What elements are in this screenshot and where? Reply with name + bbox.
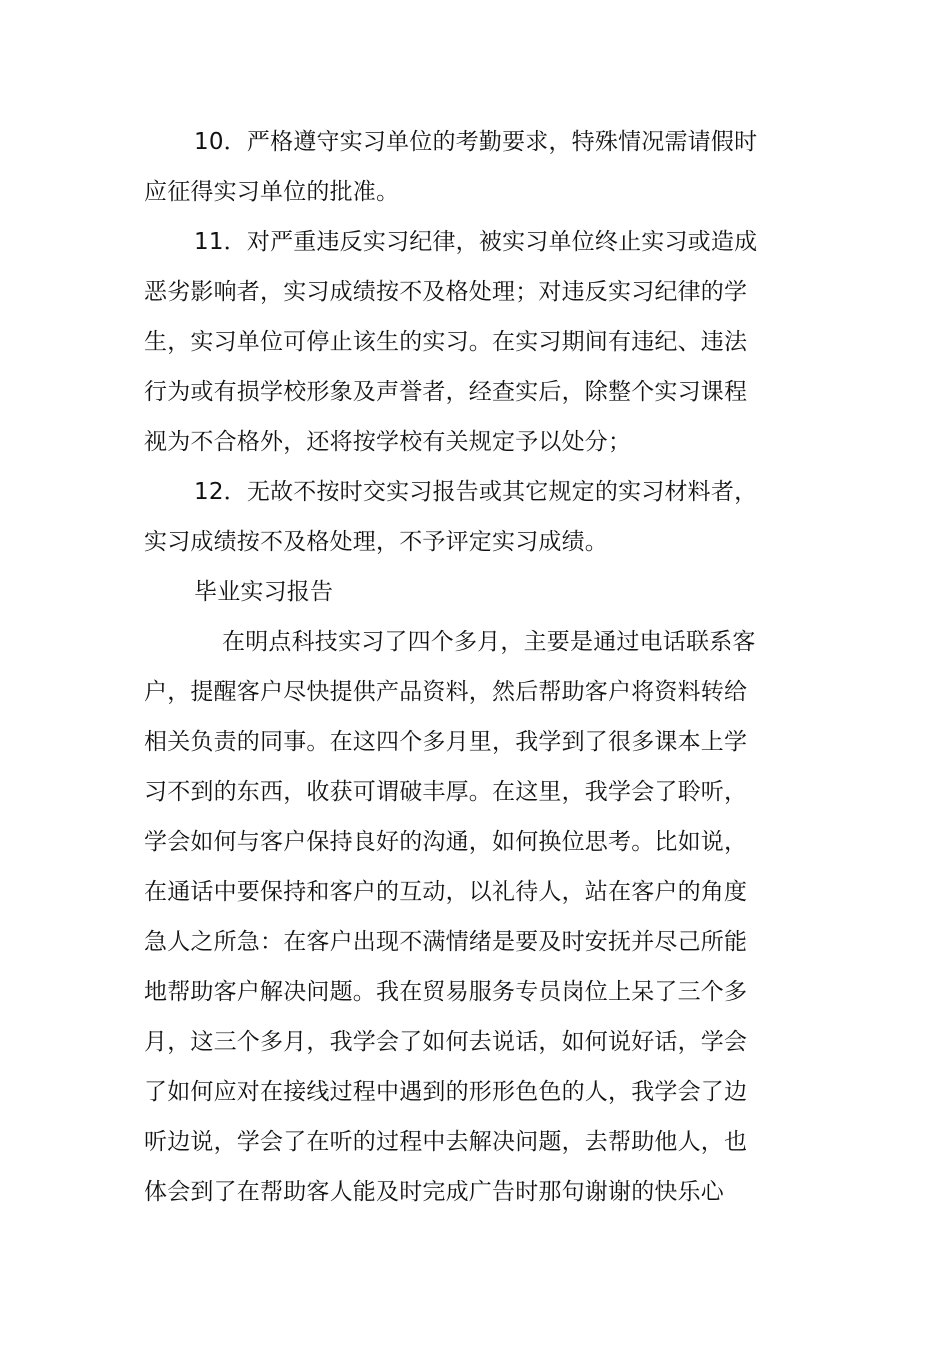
- text-line: 实习成绩按不及格处理，不予评定实习成绩。: [144, 529, 608, 555]
- text-line: 听边说，学会了在听的过程中去解决问题，去帮助他人，也: [144, 1129, 748, 1155]
- text-line: 户，提醒客户尽快提供产品资料，然后帮助客户将资料转给: [144, 679, 748, 705]
- text-line: 体会到了在帮助客人能及时完成广告时那句谢谢的快乐心: [144, 1179, 724, 1205]
- text-line: 在通话中要保持和客户的互动，以礼待人，站在客户的角度: [144, 879, 748, 905]
- text-line: 12．无故不按时交实习报告或其它规定的实习材料者，: [194, 479, 758, 505]
- text-line: 地帮助客户解决问题。我在贸易服务专员岗位上呆了三个多: [144, 979, 748, 1005]
- text-line: 相关负责的同事。在这四个多月里，我学到了很多课本上学: [144, 729, 748, 755]
- text-line: 恶劣影响者，实习成绩按不及格处理；对违反实习纪律的学: [144, 279, 748, 305]
- text-line: 生，实习单位可停止该生的实习。在实习期间有违纪、违法: [144, 329, 748, 355]
- text-line: 习不到的东西，收获可谓破丰厚。在这里，我学会了聆听，: [144, 779, 748, 805]
- text-line: 月，这三个多月，我学会了如何去说话，如何说好话，学会: [144, 1029, 748, 1055]
- section-heading: 毕业实习报告: [194, 579, 334, 605]
- text-line: 在明点科技实习了四个多月，主要是通过电话联系客: [222, 629, 756, 655]
- text-line: 学会如何与客户保持良好的沟通，如何换位思考。比如说，: [144, 829, 748, 855]
- text-line: 急人之所急：在客户出现不满情绪是要及时安抚并尽己所能: [144, 929, 748, 955]
- text-line: 应征得实习单位的批准。: [144, 179, 400, 205]
- text-line: 了如何应对在接线过程中遇到的形形色色的人，我学会了边: [144, 1079, 748, 1105]
- text-line: 11．对严重违反实习纪律，被实习单位终止实习或造成: [194, 229, 758, 255]
- text-line: 10．严格遵守实习单位的考勤要求，特殊情况需请假时: [194, 129, 758, 155]
- text-line: 视为不合格外，还将按学校有关规定予以处分；: [144, 429, 632, 455]
- text-line: 行为或有损学校形象及声誉者，经查实后，除整个实习课程: [144, 379, 748, 405]
